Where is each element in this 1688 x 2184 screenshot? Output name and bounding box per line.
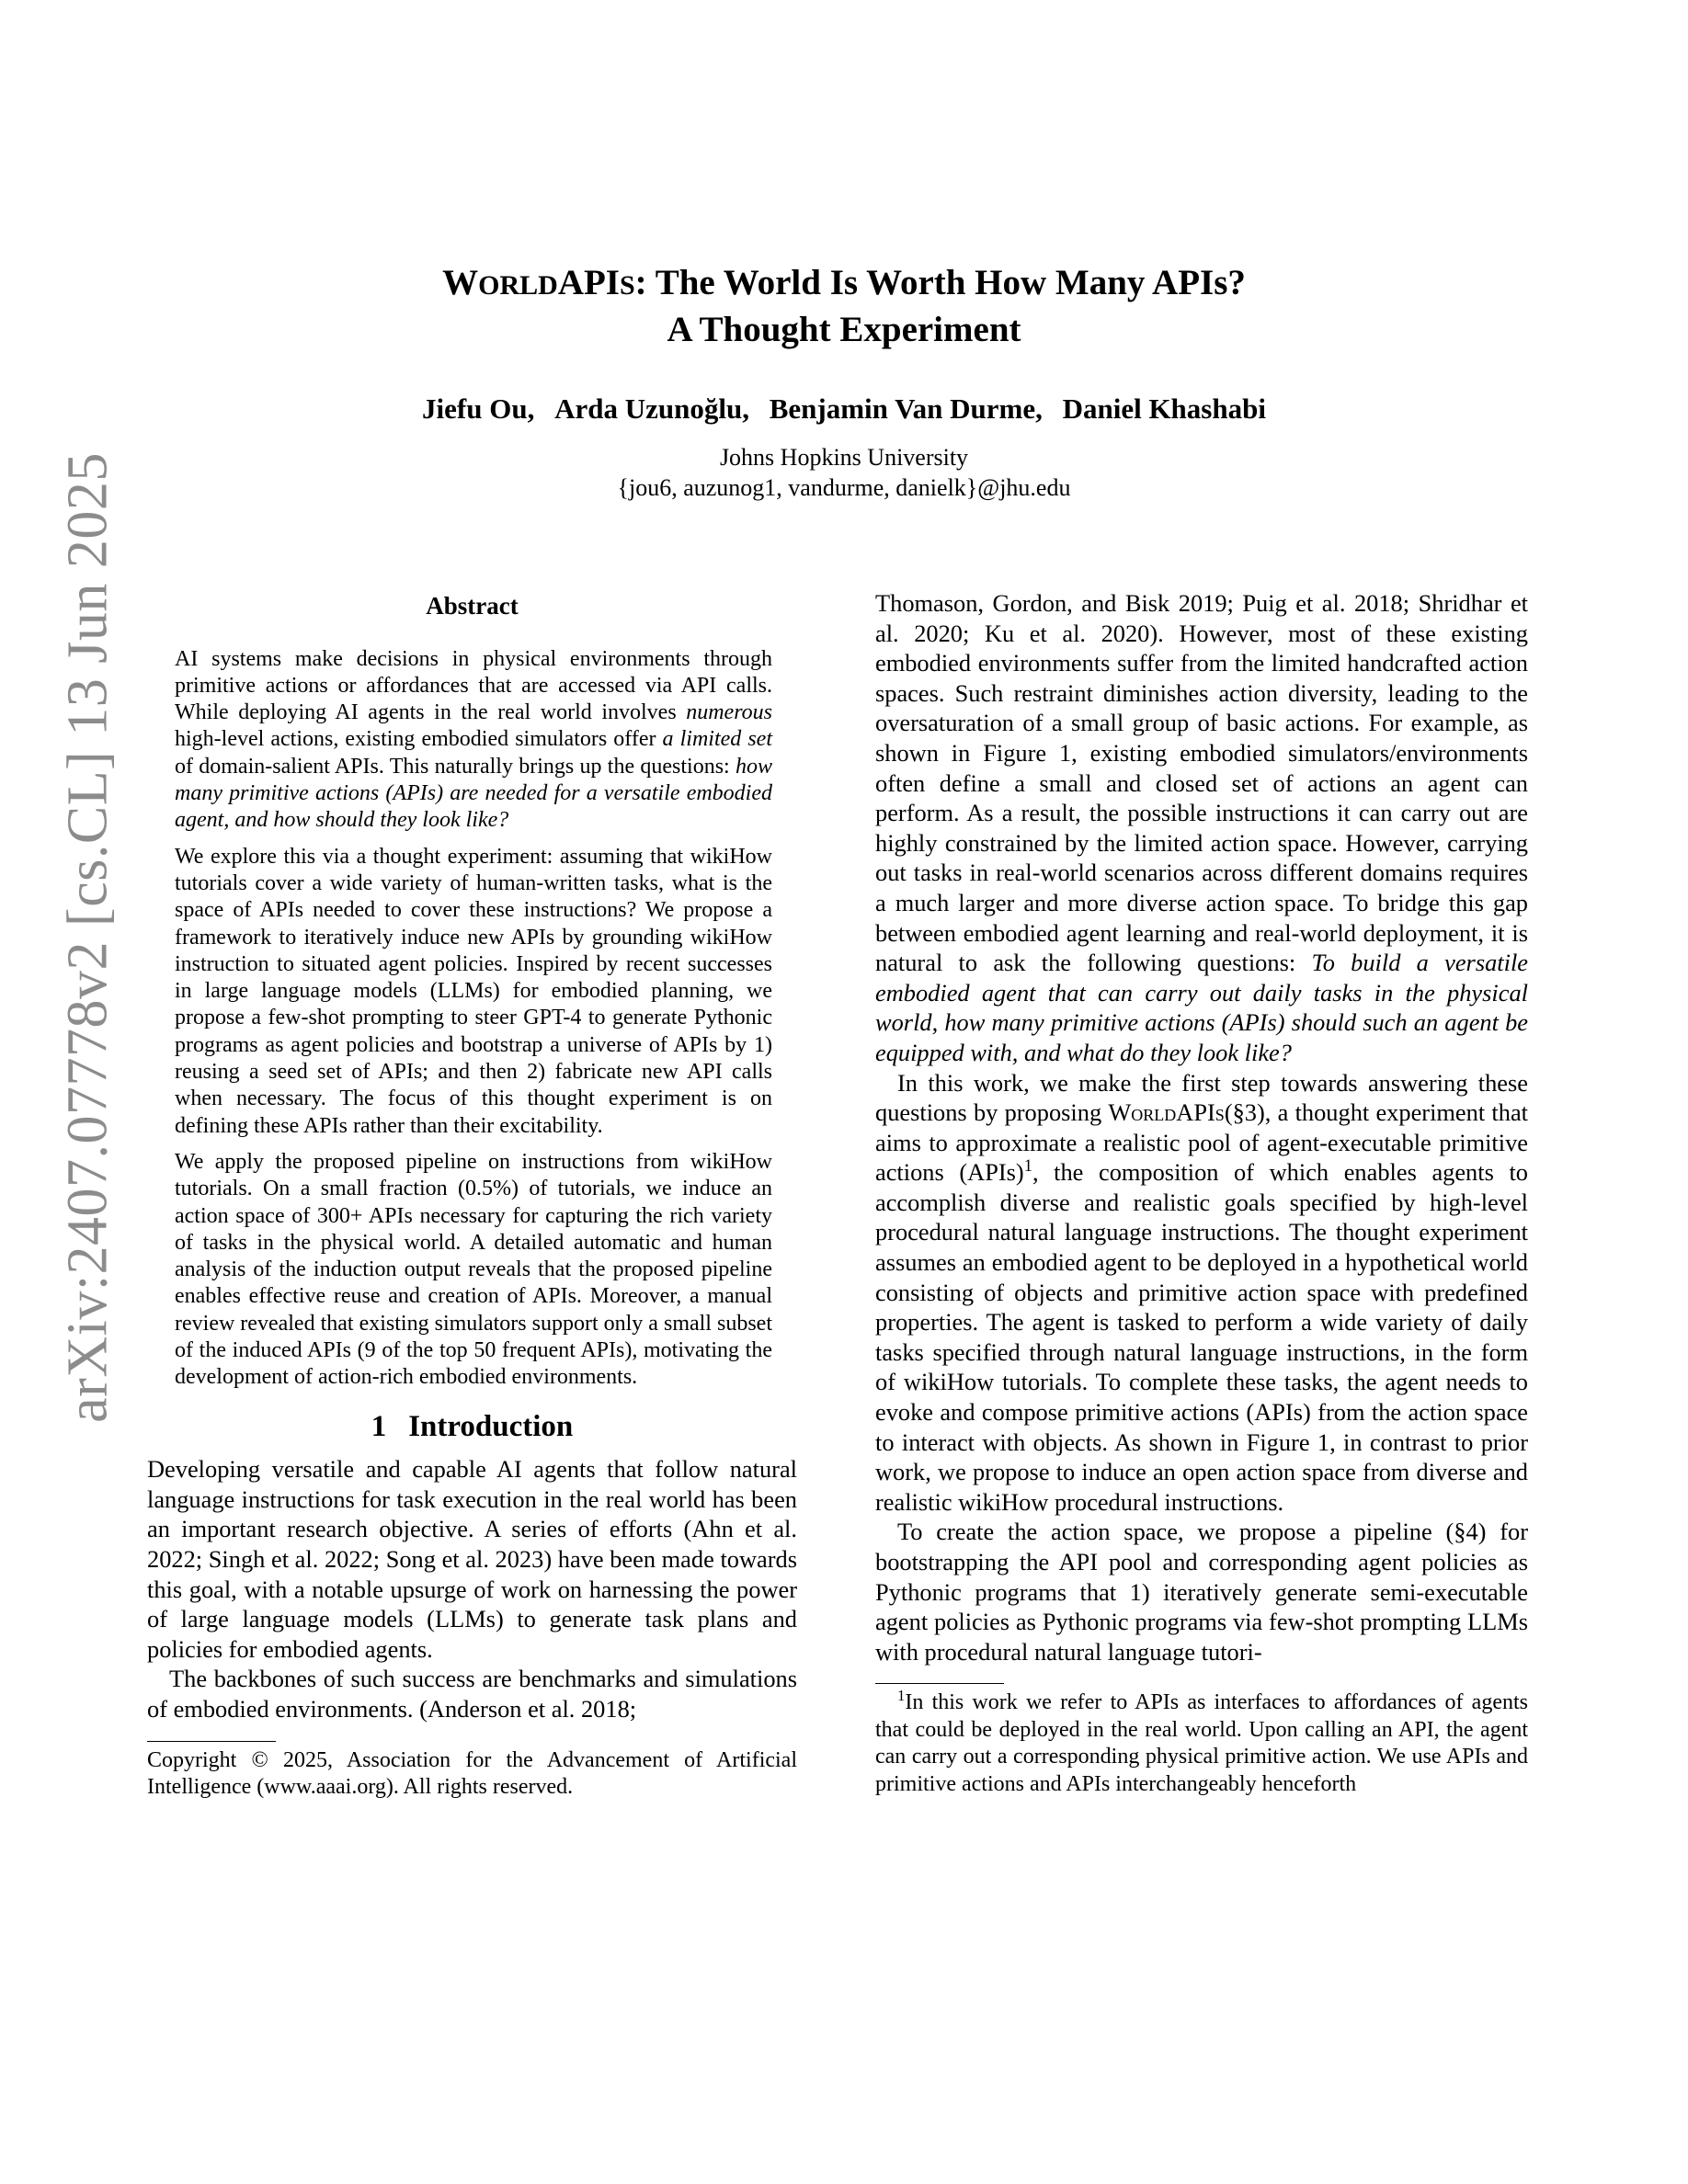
author-name: Daniel Khashabi: [1062, 392, 1266, 425]
left-column: [147, 588, 797, 1802]
affiliation: [0, 442, 1688, 503]
footnote: [875, 1689, 1528, 1798]
body-paragraph: Developing versatile and capable AI agents that follow natural language instructions for task execution in the real world has been an important research objective. A series of efforts (Ahn et al. 2022; Singh et al. 2022; Song et al. 2023) have been made towards this goal, with a notable upsurge of work on harnessing the power of large language models (LLMs) to generate task plans and policies for embodied agents.: [147, 1455, 797, 1663]
copyright-notice: Copyright © 2025, Association for the Advancement of Artificial Intelligence (www.aaai.org). All rights reserved.: [147, 1747, 797, 1800]
emphasis: a limited set: [662, 727, 772, 752]
text-run: (§3), a thought experiment that aims to approximate a realistic pool of agent-executable primitive actions (APIs): [875, 1098, 1528, 1187]
right-column: [875, 588, 1528, 1798]
institution: Johns Hopkins University: [719, 444, 969, 471]
section-number: 1: [371, 1409, 387, 1443]
author-list: [0, 391, 1688, 427]
footnote-divider: [875, 1683, 1004, 1684]
title-initial-w: W: [442, 263, 479, 302]
text-run: In this work, we make the first step towards answering these questions by proposing: [875, 1068, 1528, 1127]
title-line-2: A Thought Experiment: [667, 310, 1021, 349]
abstract-paragraph: We explore this via a thought experiment: assuming that wikiHow tutorials cover a wide variety of human-written tasks, what is the space of APIs needed to cover these instructions? We propose a framework to iteratively induce new APIs by grounding wikiHow instruction to situated agent policies. Inspired by recent successes in large language models (LLMs) for embodied planning, we propose a few-shot prompting to steer GPT-4 to generate Pythonic programs as agent policies and bootstrap a universe of APIs by 1) reusing a seed set of APIs; and then 2) fabricate new API calls when necessary. The focus of this thought experiment is on defining these APIs rather than their excitability.: [175, 844, 772, 1138]
text-run: Thomason, Gordon, and Bisk 2019; Puig et al. 2018; Shridhar et al. 2020; Ku et al. 2020). However, most of these existing embodied environments suffer from the limited handcrafted action spaces. Such restraint diminishes action diversity, leading to the oversaturation of a small group of basic actions. For example, as shown in Figure 1, existing embodied simulators/environments often define a small and closed set of actions an agent can perform. As a result, the possible instructions it can carry out are highly constrained by the limited action space. However, carrying out tasks in real-world scenarios across different domains requires a much larger and more diverse action space. To bridge this gap between embodied agent learning and real-world deployment, it is natural to ask the following questions:: [875, 589, 1528, 977]
text-run: of domain-salient APIs. This naturally brings up the questions:: [175, 754, 736, 779]
section-title: Introduction: [408, 1409, 574, 1443]
body-paragraph: The backbones of such success are benchmarks and simulations of embodied environments. (Anderson et al. 2018;: [147, 1665, 797, 1723]
title-api: API: [557, 263, 620, 302]
abstract: [147, 591, 797, 1392]
abstract-paragraph: [175, 646, 772, 835]
footnote-divider: [147, 1741, 276, 1742]
title-rest: : The World Is Worth How Many APIs?: [634, 263, 1246, 302]
paper-title: [0, 261, 1688, 352]
footnote-number: 1: [897, 1687, 906, 1705]
text-run: high-level actions, existing embodied simulators offer: [175, 727, 663, 752]
system-name: WorldAPIs: [1108, 1098, 1225, 1127]
title-smallcaps-orld: ORLD: [478, 270, 558, 301]
title-block: [0, 261, 1688, 503]
body-paragraph: To create the action space, we propose a pipeline (§4) for bootstrapping the API pool and corresponding agent policies as Pythonic programs that 1) iteratively generate semi-executable agent policies as Pythonic programs via few-shot prompting LLMs with procedural natural language tutori-: [875, 1518, 1528, 1666]
title-line-1: [0, 261, 1688, 308]
footnote-text: In this work we refer to APIs as interfaces to affordances of agents that could be deployed in the real world. Upon calling an API, the agent can carry out a corresponding physical primitive action. We use APIs and primitive actions and APIs interchangeably henceforth: [875, 1690, 1528, 1796]
author-emails: {jou6, auzunog1, vandurme, danielk}@jhu.edu: [617, 474, 1071, 501]
author-name: Arda Uzunoğlu,: [554, 392, 749, 425]
emphasis: numerous: [686, 700, 772, 725]
section-heading-introduction: [147, 1409, 797, 1443]
footnote-marker: 1: [1023, 1156, 1032, 1176]
emphasis: To build a versatile embodied agent that can carry out daily tasks in the physical world, how many primitive actions (APIs) should such an agent be equipped with, and what do they look like?: [875, 949, 1529, 1066]
text-run: , the composition of which enables agents to accomplish diverse and realistic goals specified by high-level procedural natural language instructions. The thought experiment assumes an embodied agent to be deployed in a hypothetical world consisting of objects and primitive action space with predefined properties. The agent is tasked to perform a wide variety of daily tasks specified through natural language instructions, in the form of wikiHow tutorials. To complete these tasks, the agent needs to evoke and compose primitive actions (APIs) from the action space to interact with objects. As shown in Figure 1, in contrast to prior work, we propose to induce an open action space from diverse and realistic wikiHow procedural instructions.: [875, 1158, 1528, 1516]
text-run: AI systems make decisions in physical environments through primitive actions or affordances that are accessed via API calls. While deploying AI agents in the real world involves: [175, 646, 772, 725]
arxiv-identifier: arXiv:2407.07778v2 [cs.CL] 13 Jun 2025: [56, 452, 120, 1423]
emphasis: how many primitive actions (APIs) are needed for a versatile embodied agent, and how should they look like?: [175, 754, 772, 833]
abstract-heading: Abstract: [426, 592, 519, 620]
title-smallcaps-s: S: [619, 270, 635, 301]
body-paragraph: [875, 588, 1528, 1068]
body-paragraph: [875, 1068, 1528, 1518]
abstract-paragraph: We apply the proposed pipeline on instructions from wikiHow tutorials. On a small fraction (0.5%) of tutorials, we induce an action space of 300+ APIs necessary for capturing the rich variety of tasks in the physical world. A detailed automatic and human analysis of the induction output reveals that the proposed pipeline enables effective reuse and creation of APIs. Moreover, a manual review revealed that existing simulators support only a small subset of the induced APIs (9 of the top 50 frequent APIs), motivating the development of action-rich embodied environments.: [175, 1149, 772, 1390]
author-name: Benjamin Van Durme,: [769, 392, 1043, 425]
author-name: Jiefu Ou,: [422, 392, 535, 425]
